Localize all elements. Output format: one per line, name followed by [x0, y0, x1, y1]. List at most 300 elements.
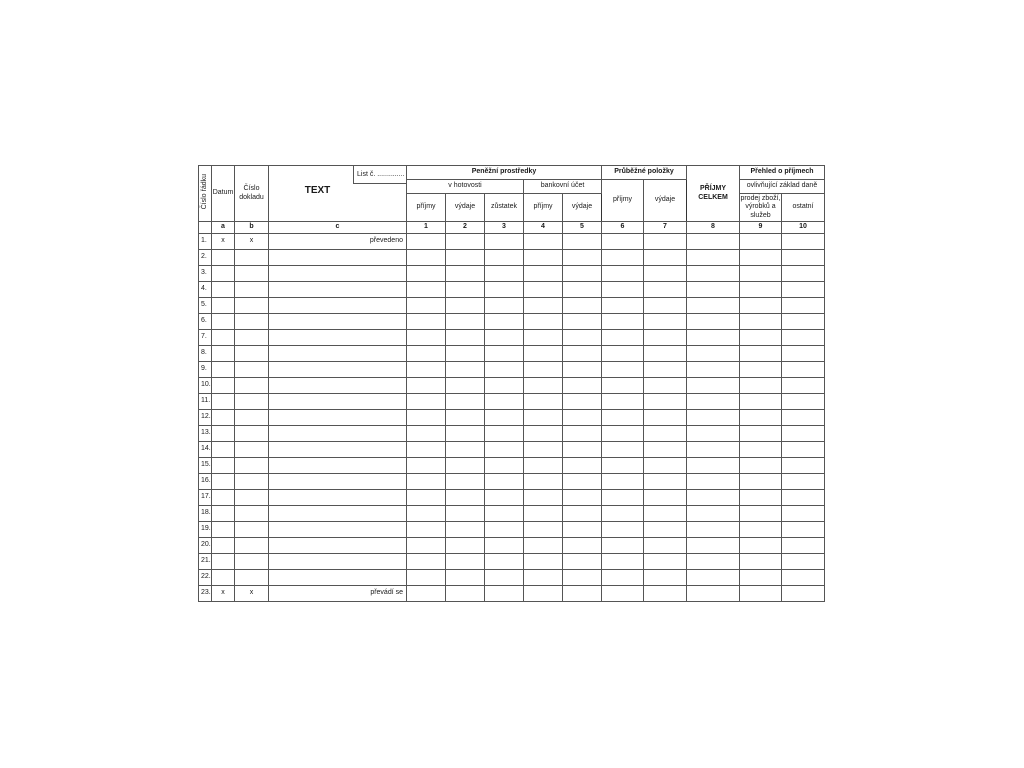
document-number-cell[interactable]	[235, 458, 269, 474]
cash-expense-cell[interactable]	[446, 426, 485, 442]
cash-balance-cell[interactable]	[485, 426, 524, 442]
transit-income-cell[interactable]	[602, 426, 644, 442]
cash-balance-cell[interactable]	[485, 458, 524, 474]
cash-income-cell[interactable]	[407, 346, 446, 362]
other-income-cell[interactable]	[782, 298, 825, 314]
cash-expense-cell[interactable]	[446, 330, 485, 346]
other-income-cell[interactable]	[782, 538, 825, 554]
sales-cell[interactable]	[740, 410, 782, 426]
total-income-cell[interactable]	[687, 298, 740, 314]
transit-income-cell[interactable]	[602, 250, 644, 266]
cash-expense-cell[interactable]	[446, 346, 485, 362]
document-number-cell[interactable]	[235, 554, 269, 570]
document-number-cell[interactable]	[235, 522, 269, 538]
text-cell[interactable]	[269, 474, 407, 490]
cash-balance-cell[interactable]	[485, 298, 524, 314]
date-cell[interactable]	[212, 266, 235, 282]
cash-income-cell[interactable]	[407, 362, 446, 378]
bank-expense-cell[interactable]	[563, 522, 602, 538]
date-cell[interactable]	[212, 426, 235, 442]
cash-balance-cell[interactable]	[485, 250, 524, 266]
bank-expense-cell[interactable]	[563, 506, 602, 522]
bank-income-cell[interactable]	[524, 586, 563, 602]
sales-cell[interactable]	[740, 522, 782, 538]
date-cell[interactable]	[212, 490, 235, 506]
bank-income-cell[interactable]	[524, 362, 563, 378]
transit-income-cell[interactable]	[602, 314, 644, 330]
document-number-cell[interactable]: x	[235, 234, 269, 250]
text-cell[interactable]	[269, 250, 407, 266]
date-cell[interactable]: x	[212, 586, 235, 602]
text-cell[interactable]	[269, 394, 407, 410]
cash-expense-cell[interactable]	[446, 538, 485, 554]
bank-expense-cell[interactable]	[563, 266, 602, 282]
cash-income-cell[interactable]	[407, 522, 446, 538]
total-income-cell[interactable]	[687, 586, 740, 602]
text-cell[interactable]	[269, 266, 407, 282]
cash-balance-cell[interactable]	[485, 410, 524, 426]
total-income-cell[interactable]	[687, 410, 740, 426]
total-income-cell[interactable]	[687, 490, 740, 506]
sales-cell[interactable]	[740, 570, 782, 586]
sales-cell[interactable]	[740, 458, 782, 474]
date-cell[interactable]	[212, 506, 235, 522]
other-income-cell[interactable]	[782, 506, 825, 522]
cash-balance-cell[interactable]	[485, 394, 524, 410]
document-number-cell[interactable]	[235, 250, 269, 266]
cash-expense-cell[interactable]	[446, 250, 485, 266]
cash-expense-cell[interactable]	[446, 522, 485, 538]
cash-income-cell[interactable]	[407, 474, 446, 490]
transit-expense-cell[interactable]	[644, 346, 687, 362]
bank-income-cell[interactable]	[524, 522, 563, 538]
bank-expense-cell[interactable]	[563, 250, 602, 266]
other-income-cell[interactable]	[782, 234, 825, 250]
document-number-cell[interactable]	[235, 490, 269, 506]
cash-income-cell[interactable]	[407, 330, 446, 346]
transit-income-cell[interactable]	[602, 506, 644, 522]
transit-income-cell[interactable]	[602, 298, 644, 314]
cash-income-cell[interactable]	[407, 570, 446, 586]
total-income-cell[interactable]	[687, 442, 740, 458]
text-cell[interactable]	[269, 570, 407, 586]
bank-expense-cell[interactable]	[563, 586, 602, 602]
bank-expense-cell[interactable]	[563, 490, 602, 506]
sales-cell[interactable]	[740, 426, 782, 442]
sales-cell[interactable]	[740, 378, 782, 394]
bank-expense-cell[interactable]	[563, 554, 602, 570]
sales-cell[interactable]	[740, 314, 782, 330]
bank-expense-cell[interactable]	[563, 314, 602, 330]
other-income-cell[interactable]	[782, 346, 825, 362]
other-income-cell[interactable]	[782, 314, 825, 330]
bank-income-cell[interactable]	[524, 442, 563, 458]
total-income-cell[interactable]	[687, 522, 740, 538]
bank-income-cell[interactable]	[524, 378, 563, 394]
bank-expense-cell[interactable]	[563, 458, 602, 474]
total-income-cell[interactable]	[687, 570, 740, 586]
other-income-cell[interactable]	[782, 570, 825, 586]
other-income-cell[interactable]	[782, 474, 825, 490]
transit-income-cell[interactable]	[602, 490, 644, 506]
cash-balance-cell[interactable]	[485, 490, 524, 506]
sales-cell[interactable]	[740, 554, 782, 570]
cash-expense-cell[interactable]	[446, 506, 485, 522]
document-number-cell[interactable]	[235, 570, 269, 586]
other-income-cell[interactable]	[782, 426, 825, 442]
document-number-cell[interactable]	[235, 330, 269, 346]
bank-expense-cell[interactable]	[563, 298, 602, 314]
bank-expense-cell[interactable]	[563, 378, 602, 394]
text-cell[interactable]	[269, 442, 407, 458]
cash-balance-cell[interactable]	[485, 554, 524, 570]
cash-expense-cell[interactable]	[446, 282, 485, 298]
transit-expense-cell[interactable]	[644, 282, 687, 298]
bank-expense-cell[interactable]	[563, 426, 602, 442]
text-cell[interactable]	[269, 506, 407, 522]
date-cell[interactable]	[212, 570, 235, 586]
text-cell[interactable]	[269, 362, 407, 378]
transit-expense-cell[interactable]	[644, 506, 687, 522]
transit-expense-cell[interactable]	[644, 410, 687, 426]
document-number-cell[interactable]	[235, 362, 269, 378]
cash-balance-cell[interactable]	[485, 378, 524, 394]
other-income-cell[interactable]	[782, 394, 825, 410]
other-income-cell[interactable]	[782, 522, 825, 538]
bank-expense-cell[interactable]	[563, 282, 602, 298]
sales-cell[interactable]	[740, 442, 782, 458]
total-income-cell[interactable]	[687, 394, 740, 410]
date-cell[interactable]	[212, 282, 235, 298]
other-income-cell[interactable]	[782, 410, 825, 426]
transit-income-cell[interactable]	[602, 522, 644, 538]
other-income-cell[interactable]	[782, 458, 825, 474]
transit-income-cell[interactable]	[602, 570, 644, 586]
date-cell[interactable]	[212, 362, 235, 378]
cash-expense-cell[interactable]	[446, 474, 485, 490]
transit-expense-cell[interactable]	[644, 330, 687, 346]
sales-cell[interactable]	[740, 474, 782, 490]
document-number-cell[interactable]	[235, 474, 269, 490]
bank-income-cell[interactable]	[524, 506, 563, 522]
transit-expense-cell[interactable]	[644, 522, 687, 538]
cash-income-cell[interactable]	[407, 458, 446, 474]
document-number-cell[interactable]	[235, 266, 269, 282]
total-income-cell[interactable]	[687, 250, 740, 266]
bank-income-cell[interactable]	[524, 298, 563, 314]
sales-cell[interactable]	[740, 394, 782, 410]
cash-income-cell[interactable]	[407, 538, 446, 554]
transit-income-cell[interactable]	[602, 554, 644, 570]
document-number-cell[interactable]	[235, 282, 269, 298]
cash-balance-cell[interactable]	[485, 474, 524, 490]
transit-income-cell[interactable]	[602, 282, 644, 298]
other-income-cell[interactable]	[782, 586, 825, 602]
cash-expense-cell[interactable]	[446, 554, 485, 570]
total-income-cell[interactable]	[687, 474, 740, 490]
bank-expense-cell[interactable]	[563, 346, 602, 362]
transit-income-cell[interactable]	[602, 346, 644, 362]
other-income-cell[interactable]	[782, 442, 825, 458]
bank-expense-cell[interactable]	[563, 442, 602, 458]
bank-income-cell[interactable]	[524, 490, 563, 506]
sales-cell[interactable]	[740, 362, 782, 378]
cash-expense-cell[interactable]	[446, 394, 485, 410]
sales-cell[interactable]	[740, 330, 782, 346]
cash-balance-cell[interactable]	[485, 282, 524, 298]
bank-expense-cell[interactable]	[563, 234, 602, 250]
transit-expense-cell[interactable]	[644, 314, 687, 330]
total-income-cell[interactable]	[687, 330, 740, 346]
cash-expense-cell[interactable]	[446, 570, 485, 586]
date-cell[interactable]	[212, 458, 235, 474]
bank-income-cell[interactable]	[524, 314, 563, 330]
document-number-cell[interactable]: x	[235, 586, 269, 602]
bank-income-cell[interactable]	[524, 346, 563, 362]
total-income-cell[interactable]	[687, 506, 740, 522]
total-income-cell[interactable]	[687, 458, 740, 474]
sales-cell[interactable]	[740, 250, 782, 266]
transit-income-cell[interactable]	[602, 266, 644, 282]
date-cell[interactable]	[212, 378, 235, 394]
text-cell[interactable]	[269, 410, 407, 426]
transit-expense-cell[interactable]	[644, 266, 687, 282]
cash-balance-cell[interactable]	[485, 362, 524, 378]
total-income-cell[interactable]	[687, 282, 740, 298]
transit-income-cell[interactable]	[602, 458, 644, 474]
document-number-cell[interactable]	[235, 394, 269, 410]
bank-expense-cell[interactable]	[563, 570, 602, 586]
cash-income-cell[interactable]	[407, 490, 446, 506]
transit-income-cell[interactable]	[602, 586, 644, 602]
bank-income-cell[interactable]	[524, 234, 563, 250]
text-cell[interactable]	[269, 346, 407, 362]
text-cell[interactable]: převádí se	[269, 586, 407, 602]
total-income-cell[interactable]	[687, 554, 740, 570]
bank-expense-cell[interactable]	[563, 410, 602, 426]
cash-expense-cell[interactable]	[446, 298, 485, 314]
other-income-cell[interactable]	[782, 266, 825, 282]
transit-expense-cell[interactable]	[644, 378, 687, 394]
cash-balance-cell[interactable]	[485, 330, 524, 346]
document-number-cell[interactable]	[235, 442, 269, 458]
document-number-cell[interactable]	[235, 506, 269, 522]
cash-balance-cell[interactable]	[485, 586, 524, 602]
total-income-cell[interactable]	[687, 426, 740, 442]
date-cell[interactable]	[212, 394, 235, 410]
cash-expense-cell[interactable]	[446, 378, 485, 394]
transit-expense-cell[interactable]	[644, 458, 687, 474]
total-income-cell[interactable]	[687, 234, 740, 250]
date-cell[interactable]	[212, 298, 235, 314]
text-cell[interactable]	[269, 330, 407, 346]
document-number-cell[interactable]	[235, 314, 269, 330]
document-number-cell[interactable]	[235, 410, 269, 426]
cash-income-cell[interactable]	[407, 554, 446, 570]
cash-balance-cell[interactable]	[485, 346, 524, 362]
cash-balance-cell[interactable]	[485, 442, 524, 458]
text-cell[interactable]	[269, 378, 407, 394]
cash-income-cell[interactable]	[407, 506, 446, 522]
cash-balance-cell[interactable]	[485, 314, 524, 330]
cash-expense-cell[interactable]	[446, 490, 485, 506]
bank-income-cell[interactable]	[524, 458, 563, 474]
transit-expense-cell[interactable]	[644, 298, 687, 314]
transit-income-cell[interactable]	[602, 442, 644, 458]
other-income-cell[interactable]	[782, 362, 825, 378]
date-cell[interactable]: x	[212, 234, 235, 250]
date-cell[interactable]	[212, 330, 235, 346]
transit-expense-cell[interactable]	[644, 250, 687, 266]
sales-cell[interactable]	[740, 234, 782, 250]
text-cell[interactable]	[269, 522, 407, 538]
cash-income-cell[interactable]	[407, 250, 446, 266]
bank-expense-cell[interactable]	[563, 538, 602, 554]
document-number-cell[interactable]	[235, 346, 269, 362]
date-cell[interactable]	[212, 538, 235, 554]
total-income-cell[interactable]	[687, 538, 740, 554]
cash-income-cell[interactable]	[407, 586, 446, 602]
transit-income-cell[interactable]	[602, 394, 644, 410]
text-cell[interactable]	[269, 538, 407, 554]
transit-income-cell[interactable]	[602, 330, 644, 346]
cash-expense-cell[interactable]	[446, 362, 485, 378]
transit-expense-cell[interactable]	[644, 490, 687, 506]
text-cell[interactable]	[269, 458, 407, 474]
other-income-cell[interactable]	[782, 490, 825, 506]
date-cell[interactable]	[212, 314, 235, 330]
transit-expense-cell[interactable]	[644, 362, 687, 378]
cash-balance-cell[interactable]	[485, 522, 524, 538]
document-number-cell[interactable]	[235, 426, 269, 442]
transit-expense-cell[interactable]	[644, 586, 687, 602]
other-income-cell[interactable]	[782, 330, 825, 346]
bank-income-cell[interactable]	[524, 570, 563, 586]
text-cell[interactable]	[269, 490, 407, 506]
transit-income-cell[interactable]	[602, 538, 644, 554]
bank-income-cell[interactable]	[524, 426, 563, 442]
bank-income-cell[interactable]	[524, 282, 563, 298]
bank-income-cell[interactable]	[524, 394, 563, 410]
transit-income-cell[interactable]	[602, 378, 644, 394]
text-cell[interactable]	[269, 554, 407, 570]
bank-income-cell[interactable]	[524, 250, 563, 266]
date-cell[interactable]	[212, 554, 235, 570]
other-income-cell[interactable]	[782, 378, 825, 394]
bank-expense-cell[interactable]	[563, 394, 602, 410]
transit-expense-cell[interactable]	[644, 426, 687, 442]
bank-income-cell[interactable]	[524, 410, 563, 426]
text-cell[interactable]	[269, 282, 407, 298]
date-cell[interactable]	[212, 250, 235, 266]
document-number-cell[interactable]	[235, 298, 269, 314]
cash-income-cell[interactable]	[407, 234, 446, 250]
cash-income-cell[interactable]	[407, 442, 446, 458]
sales-cell[interactable]	[740, 586, 782, 602]
cash-income-cell[interactable]	[407, 426, 446, 442]
cash-income-cell[interactable]	[407, 298, 446, 314]
date-cell[interactable]	[212, 474, 235, 490]
cash-expense-cell[interactable]	[446, 586, 485, 602]
cash-income-cell[interactable]	[407, 410, 446, 426]
cash-income-cell[interactable]	[407, 266, 446, 282]
cash-balance-cell[interactable]	[485, 266, 524, 282]
total-income-cell[interactable]	[687, 266, 740, 282]
transit-income-cell[interactable]	[602, 362, 644, 378]
sales-cell[interactable]	[740, 538, 782, 554]
cash-expense-cell[interactable]	[446, 266, 485, 282]
bank-income-cell[interactable]	[524, 330, 563, 346]
document-number-cell[interactable]	[235, 538, 269, 554]
transit-expense-cell[interactable]	[644, 234, 687, 250]
total-income-cell[interactable]	[687, 378, 740, 394]
cash-income-cell[interactable]	[407, 314, 446, 330]
cash-income-cell[interactable]	[407, 282, 446, 298]
transit-expense-cell[interactable]	[644, 570, 687, 586]
transit-expense-cell[interactable]	[644, 554, 687, 570]
cash-expense-cell[interactable]	[446, 410, 485, 426]
transit-income-cell[interactable]	[602, 410, 644, 426]
text-cell[interactable]	[269, 298, 407, 314]
transit-expense-cell[interactable]	[644, 442, 687, 458]
cash-expense-cell[interactable]	[446, 458, 485, 474]
sales-cell[interactable]	[740, 266, 782, 282]
text-cell[interactable]: převedeno	[269, 234, 407, 250]
cash-expense-cell[interactable]	[446, 234, 485, 250]
transit-expense-cell[interactable]	[644, 474, 687, 490]
sales-cell[interactable]	[740, 506, 782, 522]
bank-income-cell[interactable]	[524, 474, 563, 490]
transit-income-cell[interactable]	[602, 234, 644, 250]
cash-balance-cell[interactable]	[485, 538, 524, 554]
total-income-cell[interactable]	[687, 346, 740, 362]
cash-income-cell[interactable]	[407, 394, 446, 410]
date-cell[interactable]	[212, 522, 235, 538]
transit-expense-cell[interactable]	[644, 538, 687, 554]
bank-income-cell[interactable]	[524, 266, 563, 282]
document-number-cell[interactable]	[235, 378, 269, 394]
bank-expense-cell[interactable]	[563, 474, 602, 490]
sales-cell[interactable]	[740, 282, 782, 298]
cash-expense-cell[interactable]	[446, 442, 485, 458]
cash-balance-cell[interactable]	[485, 570, 524, 586]
date-cell[interactable]	[212, 346, 235, 362]
bank-expense-cell[interactable]	[563, 362, 602, 378]
cash-balance-cell[interactable]	[485, 506, 524, 522]
sales-cell[interactable]	[740, 346, 782, 362]
table-row	[199, 554, 825, 570]
other-income-cell[interactable]	[782, 250, 825, 266]
bank-expense-cell[interactable]	[563, 330, 602, 346]
transit-expense-cell[interactable]	[644, 394, 687, 410]
date-cell[interactable]	[212, 442, 235, 458]
bank-income-cell[interactable]	[524, 538, 563, 554]
total-income-cell[interactable]	[687, 314, 740, 330]
sales-cell[interactable]	[740, 298, 782, 314]
bank-income-cell[interactable]	[524, 554, 563, 570]
transit-income-cell[interactable]	[602, 474, 644, 490]
text-cell[interactable]	[269, 314, 407, 330]
total-income-cell[interactable]	[687, 362, 740, 378]
other-income-cell[interactable]	[782, 554, 825, 570]
sales-cell[interactable]	[740, 490, 782, 506]
date-cell[interactable]	[212, 410, 235, 426]
cash-expense-cell[interactable]	[446, 314, 485, 330]
text-cell[interactable]	[269, 426, 407, 442]
cash-income-cell[interactable]	[407, 378, 446, 394]
other-income-cell[interactable]	[782, 282, 825, 298]
cash-balance-cell[interactable]	[485, 234, 524, 250]
